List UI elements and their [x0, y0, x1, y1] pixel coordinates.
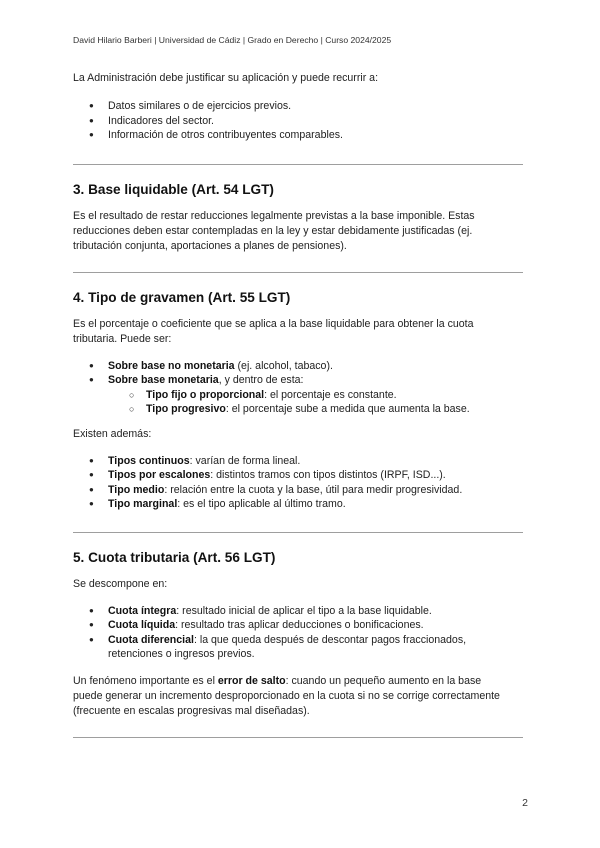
section-3-paragraph: Es el resultado de restar reducciones legalmente previstas a la base imponible. Estas reducciones deben estar contempladas en la ley y estar debidamente justificadas (ej. tributación conjunta, aportaciones a planes de pensiones).	[73, 209, 475, 252]
page-number: 2	[522, 797, 528, 809]
base-type-list	[73, 359, 525, 388]
list-item: ● Tipo marginal: es el tipo aplicable al último tramo.	[73, 497, 525, 512]
list-item: ● Sobre base monetaria, y dentro de esta:	[73, 373, 525, 388]
list-item: ● Cuota líquida: resultado tras aplicar deducciones o bonificaciones.	[73, 618, 525, 633]
list-item: ● Tipos por escalones: distintos tramos con tipos distintos (IRPF, ISD...).	[73, 468, 525, 483]
page-content	[73, 71, 525, 738]
page-header: David Hilario Barberi | Universidad de Cádiz | Grado en Derecho | Curso 2024/2025	[73, 35, 392, 45]
section-divider	[73, 272, 523, 273]
list-item: ● Cuota íntegra: resultado inicial de aplicar el tipo a la base liquidable.	[73, 604, 525, 619]
list-item: ○ Tipo progresivo: el porcentaje sube a medida que aumenta la base.	[73, 402, 525, 417]
list-item: ● Indicadores del sector.	[73, 114, 525, 129]
rate-type-list	[73, 454, 525, 512]
list-item: ● Cuota diferencial: la que queda después de descontar pagos fraccionados, retenciones o ingresos previos.	[73, 633, 525, 662]
list-item: ● Tipos continuos: varían de forma lineal.	[73, 454, 525, 469]
section-4-also: Existen además:	[73, 427, 152, 440]
quota-list	[73, 604, 525, 662]
section-divider	[73, 737, 523, 738]
list-item: ○ Tipo fijo o proporcional: el porcentaje es constante.	[73, 388, 525, 403]
section-4-title: 4. Tipo de gravamen (Art. 55 LGT)	[73, 289, 291, 305]
section-3-title: 3. Base liquidable (Art. 54 LGT)	[73, 181, 274, 197]
section-divider	[73, 532, 523, 533]
section-divider	[73, 164, 523, 165]
section-4-paragraph: Es el porcentaje o coeficiente que se aplica a la base liquidable para obtener la cuota tributaria. Puede ser:	[73, 317, 474, 345]
list-item: ● Datos similares o de ejercicios previos.	[73, 99, 525, 114]
intro-list	[73, 99, 525, 143]
intro-paragraph: La Administración debe justificar su aplicación y puede recurrir a:	[73, 72, 379, 84]
list-item: ● Sobre base no monetaria (ej. alcohol, tabaco).	[73, 359, 525, 374]
list-item: ● Información de otros contribuyentes comparables.	[73, 128, 525, 143]
section-5-title: 5. Cuota tributaria (Art. 56 LGT)	[73, 549, 276, 565]
section-5-intro: Se descompone en:	[73, 577, 168, 590]
monetary-subtype-list	[73, 388, 525, 417]
section-5-paragraph: Un fenómeno importante es el error de salto: cuando un pequeño aumento en la base puede generar un incremento desproporcionado en la cuota si no se corrige correctamente (frecuente en escalas progresivas mal diseñadas).	[73, 674, 500, 717]
list-item: ● Tipo medio: relación entre la cuota y la base, útil para medir progresividad.	[73, 483, 525, 498]
